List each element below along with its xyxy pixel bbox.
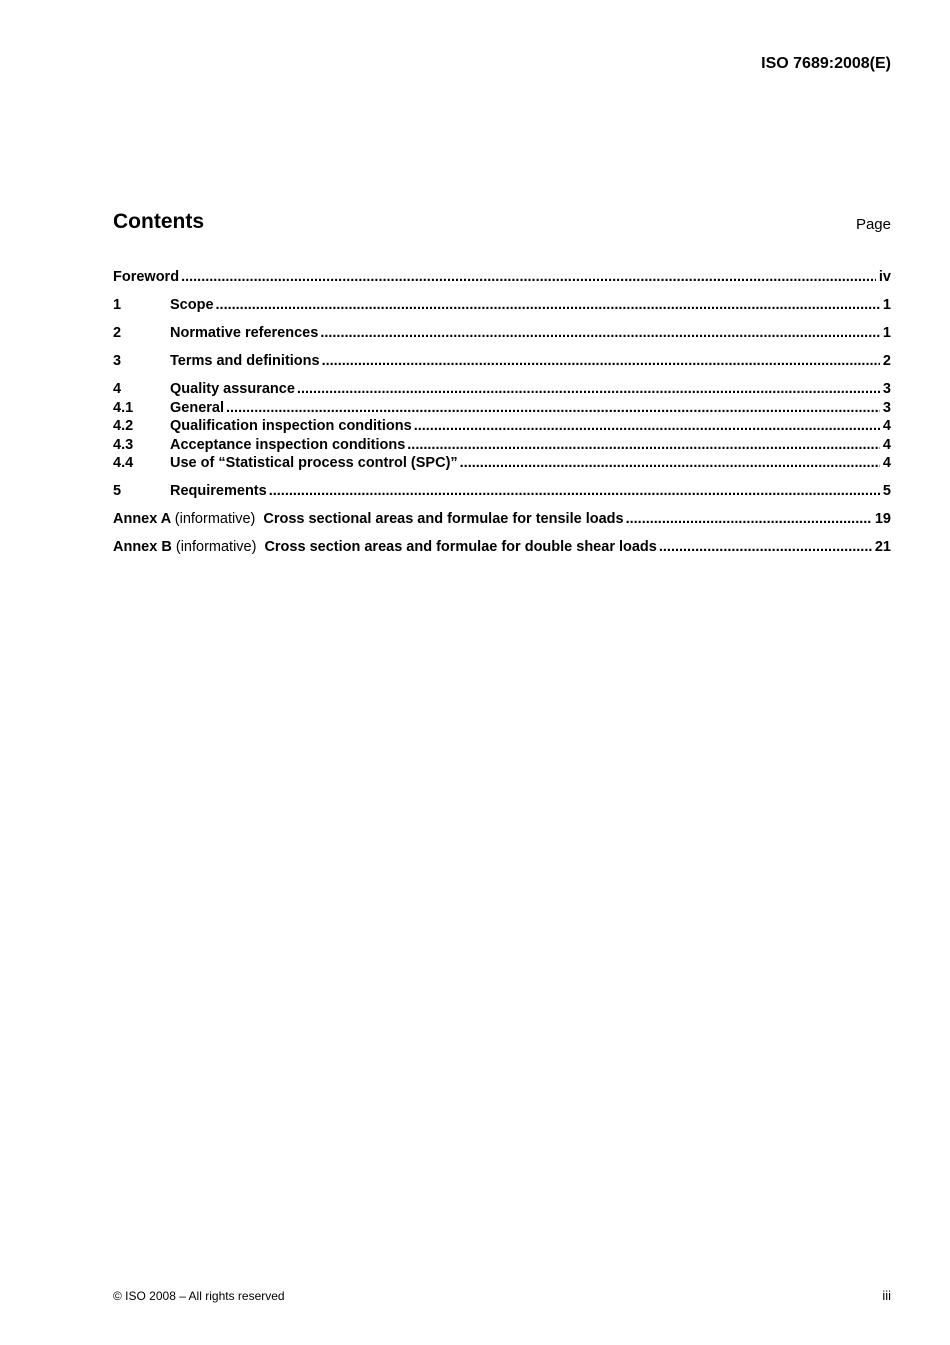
toc-entry-page: 4: [882, 455, 891, 471]
toc-entry-title: Terms and definitions: [170, 353, 320, 369]
toc-entry-page: 1: [882, 325, 891, 341]
annex-label: [113, 538, 256, 557]
toc-entry-number: 4.1: [113, 399, 134, 416]
toc-dot-leader: [322, 352, 880, 371]
toc-dot-leader: [659, 538, 872, 557]
toc-dot-leader: [181, 268, 876, 287]
toc-dot-leader: [320, 324, 880, 343]
toc-entry-annex-a[interactable]: [113, 510, 891, 529]
toc-entry-spc[interactable]: [113, 454, 891, 473]
contents-heading: Contents: [113, 210, 204, 233]
toc-entry-number: 4: [113, 381, 122, 397]
toc-entry-number: 4.4: [113, 455, 134, 471]
toc-dot-leader: [269, 482, 880, 501]
toc-entry-title: Normative references: [170, 325, 319, 341]
toc-dot-leader: [226, 399, 880, 418]
toc-entry-title: Cross sectional areas and formulae for tensile loads: [263, 511, 624, 527]
toc-entry-page: 19: [874, 511, 891, 527]
toc-entry-acceptance-inspection[interactable]: [113, 436, 891, 455]
toc-entry-page: 4: [882, 418, 891, 434]
toc-entry-number: 5: [113, 483, 122, 499]
toc-entry-page: 2: [882, 353, 891, 369]
toc-entry-number: 2: [113, 325, 122, 341]
toc-entry-annex-b[interactable]: [113, 538, 891, 557]
toc-dot-leader: [414, 417, 880, 436]
toc-entry-title: Cross section areas and formulae for double shear loads: [264, 539, 657, 555]
toc-dot-leader: [216, 296, 880, 315]
toc-dot-leader: [297, 380, 880, 399]
toc-entry-requirements[interactable]: [113, 482, 891, 501]
toc-dot-leader: [407, 436, 880, 455]
toc-entry-number: 4.3: [113, 436, 134, 453]
toc-entry-page: 3: [882, 399, 891, 416]
annex-letter: Annex B: [113, 539, 172, 555]
annex-letter: Annex A: [113, 511, 171, 527]
copyright-notice: © ISO 2008 – All rights reserved: [113, 1289, 285, 1303]
toc-entry-page: 1: [882, 297, 891, 313]
toc-entry-number: 1: [113, 297, 122, 313]
toc-entry-title: Acceptance inspection conditions: [170, 436, 406, 453]
toc-entry-number: 4.2: [113, 418, 134, 434]
toc-entry-page: 21: [874, 539, 891, 555]
toc-entry-page: 5: [882, 483, 891, 499]
toc-entry-normative-references[interactable]: [113, 324, 891, 343]
toc-entry-scope[interactable]: [113, 296, 891, 315]
toc-entry-title: Quality assurance: [170, 381, 295, 397]
footer-page-number: iii: [882, 1288, 891, 1303]
toc-entry-title: Scope: [170, 297, 214, 313]
toc-dot-leader: [460, 454, 880, 473]
toc-entry-title: Qualification inspection conditions: [170, 418, 412, 434]
table-of-contents: [113, 268, 891, 557]
annex-label: [113, 510, 255, 529]
toc-entry-foreword[interactable]: [113, 268, 891, 287]
toc-entry-page: 4: [882, 436, 891, 453]
annex-type: (informative): [175, 539, 257, 555]
toc-entry-title: Foreword: [113, 269, 180, 285]
toc-entry-qualification-inspection[interactable]: [113, 417, 891, 436]
toc-entry-page: 3: [882, 381, 891, 397]
toc-entry-quality-assurance[interactable]: [113, 380, 891, 399]
toc-entry-number: 3: [113, 353, 122, 369]
toc-entry-page: iv: [878, 269, 891, 285]
toc-entry-title: Requirements: [170, 483, 267, 499]
annex-type: (informative): [174, 511, 256, 527]
toc-entry-terms-and-definitions[interactable]: [113, 352, 891, 371]
document-reference: ISO 7689:2008(E): [761, 55, 891, 72]
toc-entry-general[interactable]: [113, 399, 891, 418]
toc-entry-title: Use of “Statistical process control (SPC)”: [170, 455, 458, 471]
page-column-label: Page: [855, 216, 891, 233]
toc-dot-leader: [626, 510, 872, 529]
toc-entry-title: General: [170, 399, 224, 416]
